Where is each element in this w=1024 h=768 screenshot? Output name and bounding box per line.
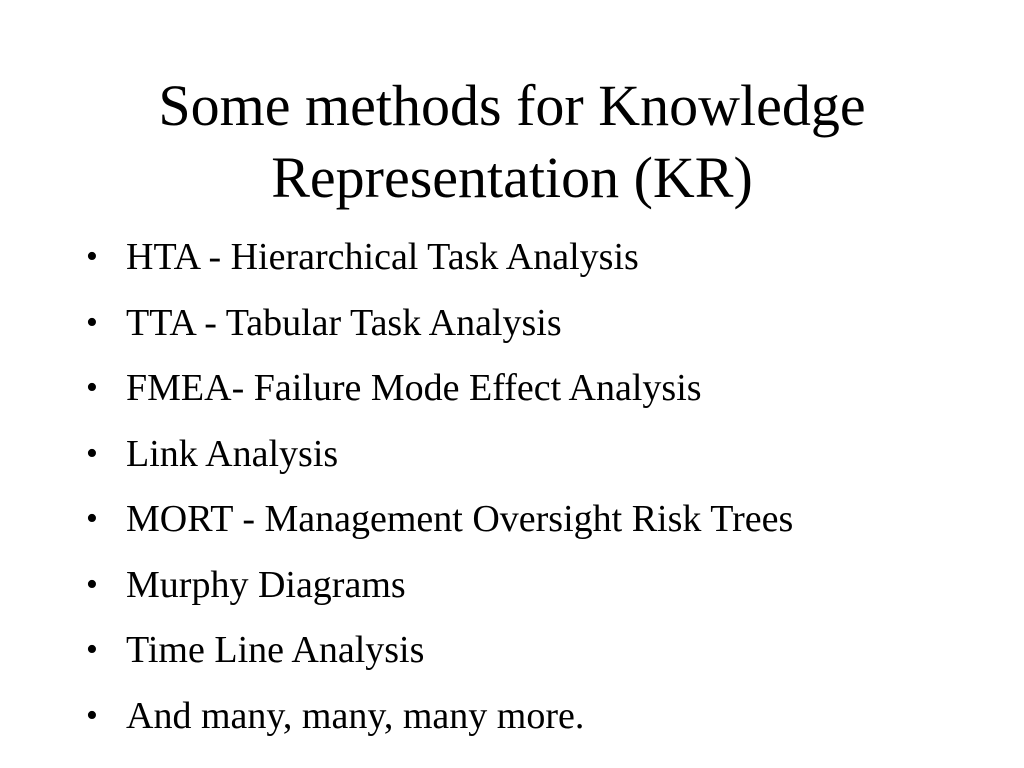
bullet-text: Murphy Diagrams xyxy=(126,563,406,606)
list-item xyxy=(86,228,793,294)
list-item xyxy=(86,687,793,753)
list-item xyxy=(86,294,793,360)
list-item xyxy=(86,490,793,556)
bullet-text: HTA - Hierarchical Task Analysis xyxy=(126,236,639,278)
bullet-text: TTA - Tabular Task Analysis xyxy=(126,301,562,344)
bullet-text: FMEA- Failure Mode Effect Analysis xyxy=(126,367,702,409)
bullet-text: Time Line Analysis xyxy=(126,629,425,671)
bullet-icon: • xyxy=(86,631,98,668)
bullet-list xyxy=(86,228,793,752)
list-item xyxy=(86,359,793,425)
bullet-icon: • xyxy=(86,303,98,341)
bullet-text: MORT - Management Oversight Risk Trees xyxy=(126,498,794,540)
bullet-icon: • xyxy=(86,369,98,406)
list-item xyxy=(86,556,793,622)
bullet-icon: • xyxy=(86,238,98,275)
slide-title-line-2: Representation (KR) xyxy=(271,145,753,210)
bullet-icon: • xyxy=(86,500,98,537)
bullet-icon: • xyxy=(86,565,98,603)
slide-title xyxy=(60,70,964,214)
bullet-icon: • xyxy=(86,434,98,472)
bullet-text: And many, many, many more. xyxy=(126,694,585,737)
slide-title-line-1: Some methods for Knowledge xyxy=(158,73,866,138)
bullet-text: Link Analysis xyxy=(126,432,339,475)
list-item xyxy=(86,425,793,491)
bullet-icon: • xyxy=(86,696,98,734)
list-item xyxy=(86,621,793,687)
